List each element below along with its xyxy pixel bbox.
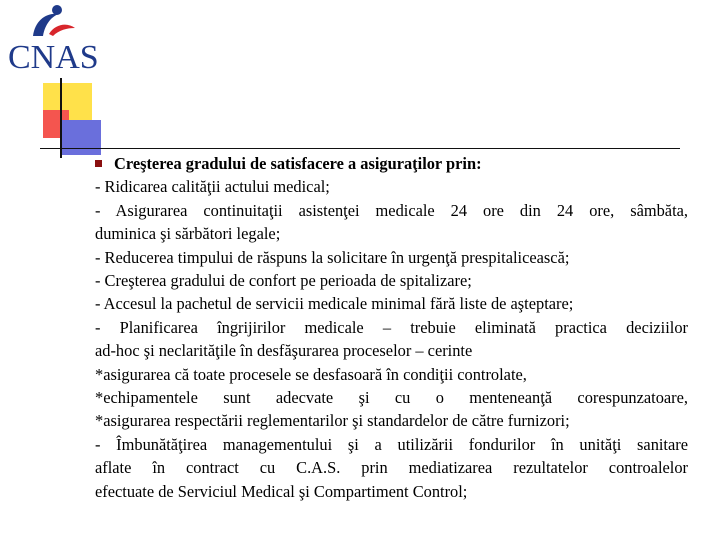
heading-line <box>95 152 688 175</box>
heading-text: Creşterea gradului de satisfacere a asiguraţilor prin: <box>114 154 482 173</box>
square-bullet-icon <box>95 160 102 167</box>
decor-blue-square <box>60 120 101 155</box>
logo-text: CNAS <box>8 39 99 76</box>
cnas-logo <box>5 2 105 80</box>
text-line: *asigurarea că toate procesele se desfasoară în condiţii controlate, <box>95 364 527 384</box>
text-line: - Reducerea timpului de răspuns la solicitare în urgenţă prespitalicească; <box>95 247 570 267</box>
text-line: *echipamentele sunt adecvate şi cu o menteneanţă corespunzatoare, <box>95 388 688 408</box>
text-line: - Ridicarea calităţii actului medical; <box>95 177 330 197</box>
text-line: *asigurarea respectării reglementarilor şi standardelor de către furnizori; <box>95 411 570 431</box>
cnas-person-icon <box>5 2 105 42</box>
slide-body <box>95 152 688 503</box>
text-line: aflate în contract cu C.A.S. prin mediatizarea rezultatelor controalelor <box>95 458 688 478</box>
decor-horizontal-line <box>40 148 680 149</box>
text-line: - Accesul la pachetul de servicii medicale minimal fără liste de aşteptare; <box>95 294 574 314</box>
text-line: - Creşterea gradului de confort pe perioada de spitalizare; <box>95 271 472 291</box>
text-line: efectuate de Serviciul Medical şi Compartiment Control; <box>95 481 468 501</box>
text-line: ad-hoc şi neclarităţile în desfăşurarea proceselor – cerinte <box>95 341 473 361</box>
decor-vertical-line <box>60 78 62 158</box>
text-line: - Planificarea îngrijirilor medicale – trebuie eliminată practica deciziilor <box>95 317 688 337</box>
text-line: - Îmbunătăţirea managementului şi a utilizării fondurilor în unităţi sanitare <box>95 434 688 454</box>
text-line: - Asigurarea continuitaţii asistenţei medicale 24 ore din 24 ore, sâmbăta, <box>95 200 688 220</box>
text-line: duminica şi sărbători legale; <box>95 224 281 244</box>
